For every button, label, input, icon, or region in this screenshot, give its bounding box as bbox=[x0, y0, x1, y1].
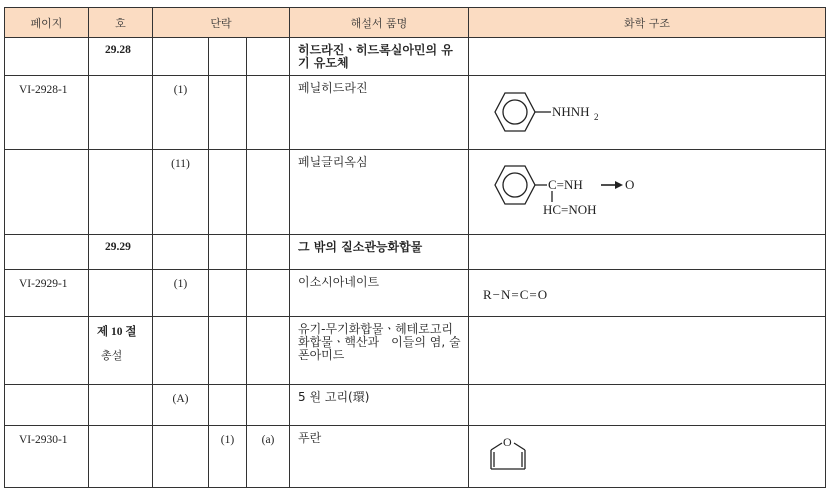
isocyanate-formula: R−N=C=O bbox=[483, 287, 549, 302]
name-cell: 그 밖의 질소관능화합물 bbox=[290, 235, 469, 270]
ring-bond bbox=[514, 443, 525, 450]
structure-cell bbox=[469, 235, 826, 270]
table-row bbox=[5, 38, 826, 76]
paragraph-cell-2 bbox=[209, 38, 247, 76]
page-cell: VI-2929-1 bbox=[5, 270, 89, 317]
header-page: 페이지 bbox=[5, 8, 89, 38]
classification-table bbox=[4, 7, 826, 488]
paragraph-cell-1 bbox=[153, 38, 209, 76]
substituent-label: NHNH bbox=[552, 104, 590, 119]
page-cell bbox=[5, 150, 89, 235]
table-row bbox=[5, 270, 826, 317]
benzene-ring bbox=[495, 166, 535, 204]
paragraph-cell-1: (1) bbox=[153, 76, 209, 150]
name-cell: 페닐글리옥심 bbox=[290, 150, 469, 235]
ring-bond bbox=[491, 443, 502, 450]
chapter-sub-label: 총설 bbox=[101, 350, 123, 362]
chapter-label: 제 10 절 bbox=[97, 326, 137, 338]
top-group-label: C=NH bbox=[548, 177, 583, 192]
oxygen-atom-label: O bbox=[503, 435, 512, 449]
bottom-group-label: HC=NOH bbox=[543, 202, 597, 217]
structure-cell bbox=[469, 38, 826, 76]
name-cell: 유기-무기화합물ㆍ헤테로고리화합물ㆍ핵산과 이들의 염, 술폰아미드 bbox=[290, 317, 469, 385]
paragraph-cell-3 bbox=[247, 385, 290, 426]
heading-number-cell bbox=[89, 150, 153, 235]
name-cell: 이소시아네이트 bbox=[290, 270, 469, 317]
page-cell bbox=[5, 38, 89, 76]
paragraph-cell-3: (a) bbox=[247, 426, 290, 488]
header-paragraph: 단락 bbox=[153, 8, 290, 38]
page-cell bbox=[5, 317, 89, 385]
paragraph-cell-2 bbox=[209, 235, 247, 270]
header-name: 해설서 품명 bbox=[290, 8, 469, 38]
paragraph-cell-2 bbox=[209, 317, 247, 385]
structure-cell bbox=[469, 150, 826, 235]
table-row bbox=[5, 426, 826, 488]
name-cell: 푸란 bbox=[290, 426, 469, 488]
heading-number-cell: 29.29 bbox=[89, 235, 153, 270]
table-row bbox=[5, 235, 826, 270]
arrow-head bbox=[615, 181, 623, 189]
structure-cell bbox=[469, 76, 826, 150]
paragraph-cell-1 bbox=[153, 235, 209, 270]
paragraph-cell-1 bbox=[153, 317, 209, 385]
table-row bbox=[5, 76, 826, 150]
paragraph-cell-3 bbox=[247, 38, 290, 76]
table-row bbox=[5, 317, 826, 385]
name-cell: 페닐히드라진 bbox=[290, 76, 469, 150]
furan-structure bbox=[469, 426, 825, 486]
header-structure: 화학 구조 bbox=[469, 8, 826, 38]
arrow-target-label: O bbox=[625, 177, 635, 192]
paragraph-cell-2: (1) bbox=[209, 426, 247, 488]
paragraph-cell-3 bbox=[247, 317, 290, 385]
name-cell: 히드라진ㆍ히드록실아민의 유기 유도체 bbox=[290, 38, 469, 76]
page-cell bbox=[5, 385, 89, 426]
name-cell: 5 원 고리(環) bbox=[290, 385, 469, 426]
aromatic-circle bbox=[503, 173, 527, 197]
heading-number-cell bbox=[89, 270, 153, 317]
heading-number-cell bbox=[89, 317, 153, 385]
page-cell: VI-2928-1 bbox=[5, 76, 89, 150]
paragraph-cell-1: (11) bbox=[153, 150, 209, 235]
paragraph-cell-3 bbox=[247, 270, 290, 317]
paragraph-cell-2 bbox=[209, 385, 247, 426]
structure-cell bbox=[469, 317, 826, 385]
paragraph-cell-3 bbox=[247, 150, 290, 235]
header-ho: 호 bbox=[89, 8, 153, 38]
structure-cell bbox=[469, 270, 826, 317]
paragraph-cell-2 bbox=[209, 270, 247, 317]
header-row bbox=[5, 8, 826, 38]
aromatic-circle bbox=[503, 100, 527, 124]
paragraph-cell-3 bbox=[247, 235, 290, 270]
paragraph-cell-2 bbox=[209, 150, 247, 235]
paragraph-cell-2 bbox=[209, 76, 247, 150]
table-row bbox=[5, 150, 826, 235]
benzene-ring bbox=[495, 93, 535, 131]
structure-cell bbox=[469, 426, 826, 488]
heading-number-cell bbox=[89, 385, 153, 426]
phenylglyoxime-structure bbox=[469, 150, 825, 233]
substituent-subscript: 2 bbox=[594, 112, 599, 122]
paragraph-cell-1: (1) bbox=[153, 270, 209, 317]
phenylhydrazine-structure bbox=[469, 76, 825, 148]
structure-cell bbox=[469, 385, 826, 426]
paragraph-cell-3 bbox=[247, 76, 290, 150]
heading-number-cell bbox=[89, 76, 153, 150]
page-cell: VI-2930-1 bbox=[5, 426, 89, 488]
heading-number-cell bbox=[89, 426, 153, 488]
page-cell bbox=[5, 235, 89, 270]
paragraph-cell-1: (A) bbox=[153, 385, 209, 426]
table-row bbox=[5, 385, 826, 426]
heading-number-cell: 29.28 bbox=[89, 38, 153, 76]
paragraph-cell-1 bbox=[153, 426, 209, 488]
